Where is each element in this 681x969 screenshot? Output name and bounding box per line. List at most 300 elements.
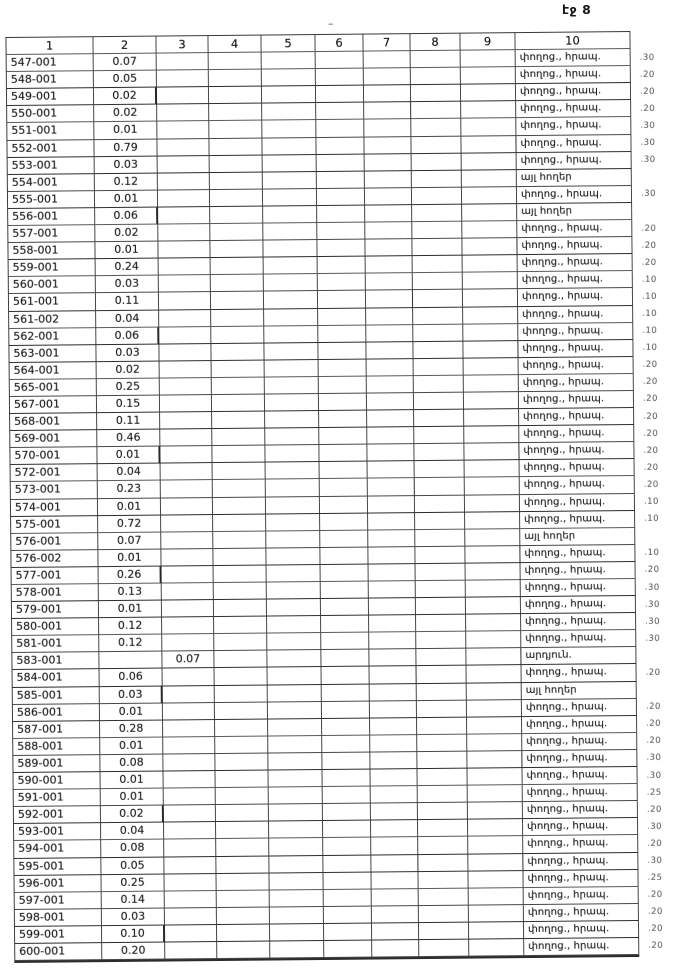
cell-empty — [416, 598, 466, 616]
cell-area-value: 0.79 — [94, 139, 157, 157]
cell-empty — [268, 685, 322, 703]
cell-empty — [319, 359, 367, 377]
cell-empty — [414, 427, 464, 445]
cell-empty — [467, 734, 522, 752]
cell-land-category: փողոց., հրապ. — [522, 767, 637, 785]
cell-empty — [318, 325, 366, 343]
margin-note: .30 — [646, 821, 663, 832]
margin-note: .30 — [639, 52, 655, 63]
cell-empty — [462, 204, 517, 222]
cell-empty — [369, 632, 416, 650]
cell-col3-value — [159, 292, 211, 310]
cell-empty — [215, 702, 268, 720]
cell-area-value: 0.07 — [94, 54, 157, 72]
cell-empty — [264, 309, 318, 327]
cell-area-value: 0.28 — [100, 720, 163, 738]
cell-area-value: 0.03 — [96, 344, 159, 362]
header-cell-5: 5 — [261, 35, 315, 53]
cell-empty — [319, 428, 367, 446]
cell-empty — [320, 547, 368, 565]
margin-note: .25 — [646, 787, 662, 798]
cell-empty — [318, 291, 366, 309]
cell-empty — [264, 326, 318, 344]
cell-land-category: փողոց., հրապ. — [517, 186, 632, 204]
margin-note: .30 — [645, 633, 661, 644]
cell-area-value: 0.46 — [97, 430, 160, 448]
cell-empty — [461, 50, 516, 68]
cell-empty — [320, 513, 368, 531]
cell-empty — [468, 836, 523, 854]
cell-parcel-code: 551-001 — [7, 123, 94, 141]
cell-parcel-code: 556-001 — [8, 208, 95, 226]
cell-area-value: 0.10 — [102, 925, 165, 943]
cell-empty — [365, 205, 412, 223]
cell-land-category: փողոց., հրապ. — [517, 237, 632, 255]
cell-empty — [211, 275, 264, 293]
cell-empty — [266, 548, 320, 566]
cell-empty — [211, 309, 264, 327]
margin-note: .20 — [646, 736, 662, 747]
cell-empty — [372, 940, 419, 958]
cell-col3-value — [164, 788, 216, 806]
cell-col3-value — [162, 617, 214, 635]
cell-land-category: փողոց., հրապ. — [522, 750, 637, 768]
cell-col3-value — [165, 942, 217, 960]
cell-empty — [316, 120, 364, 138]
cell-empty — [209, 87, 262, 105]
margin-note: .20 — [646, 804, 663, 815]
cell-col3-value — [164, 839, 216, 857]
cell-empty — [211, 326, 264, 344]
cell-parcel-code: 576-001 — [11, 533, 98, 551]
margin-note: .30 — [646, 753, 662, 764]
cell-empty — [461, 84, 516, 102]
cell-col3-value — [165, 908, 217, 926]
cell-empty — [263, 155, 317, 173]
cell-empty — [321, 650, 369, 668]
margin-note: .20 — [642, 377, 658, 388]
cell-empty — [411, 102, 461, 120]
cell-empty — [367, 410, 414, 428]
cell-empty — [364, 103, 411, 121]
cell-empty — [466, 648, 521, 666]
cell-col3-value — [162, 600, 214, 618]
cell-parcel-code: 568-001 — [10, 413, 97, 431]
cell-empty — [365, 171, 412, 189]
cell-empty — [213, 531, 266, 549]
cell-empty — [419, 905, 469, 923]
cell-empty — [365, 239, 412, 257]
cell-empty — [464, 443, 519, 461]
margin-note: .10 — [642, 342, 658, 354]
cell-empty — [319, 376, 367, 394]
cell-parcel-code: 563-001 — [9, 345, 96, 363]
cell-area-value: 0.02 — [94, 105, 157, 123]
cell-col3-value — [163, 686, 215, 704]
cell-empty — [415, 529, 465, 547]
cell-empty — [416, 615, 466, 633]
cell-empty — [369, 649, 416, 667]
cell-empty — [216, 771, 269, 789]
cell-empty — [323, 855, 371, 873]
cell-land-category: փողոց., հրապ. — [524, 887, 639, 905]
cell-empty — [371, 820, 418, 838]
cell-empty — [317, 188, 365, 206]
cell-empty — [417, 700, 467, 718]
cell-parcel-code: 558-001 — [8, 242, 95, 260]
cell-parcel-code: 579-001 — [12, 601, 99, 619]
cell-empty — [212, 395, 265, 413]
cell-empty — [464, 409, 519, 427]
cell-empty — [368, 461, 415, 479]
cell-empty — [264, 274, 318, 292]
margin-note: .20 — [648, 941, 664, 952]
cell-empty — [321, 564, 369, 582]
cell-empty — [365, 188, 412, 206]
cell-empty — [371, 837, 418, 855]
cell-empty — [366, 291, 413, 309]
cell-empty — [418, 786, 468, 804]
cell-parcel-code: 593-001 — [14, 823, 101, 841]
cell-empty — [412, 153, 462, 171]
cell-empty — [366, 273, 413, 291]
cell-area-value: 0.11 — [96, 293, 159, 311]
cell-empty — [269, 787, 323, 805]
cell-empty — [463, 290, 518, 308]
cell-area-value: 0.01 — [95, 190, 158, 208]
cell-col3-value — [161, 480, 213, 498]
cell-empty — [214, 600, 267, 618]
cell-parcel-code: 592-001 — [14, 806, 101, 824]
cell-parcel-code: 578-001 — [12, 584, 99, 602]
cell-empty — [370, 735, 417, 753]
cell-empty — [265, 445, 319, 463]
cell-empty — [212, 429, 265, 447]
cell-land-category: փողոց., հրապ. — [518, 340, 633, 358]
cell-empty — [209, 70, 262, 88]
cell-empty — [321, 582, 369, 600]
cell-area-value: 0.01 — [100, 737, 163, 755]
cell-empty — [212, 412, 265, 430]
cell-area-value: 0.72 — [98, 515, 161, 533]
margin-note: .20 — [647, 924, 664, 935]
cell-col3-value — [158, 207, 210, 225]
cell-land-category: փողոց., հրապ. — [516, 117, 631, 135]
cell-empty — [366, 308, 413, 326]
header-cell-7: 7 — [363, 34, 410, 52]
cell-empty — [217, 907, 270, 925]
cell-col3-value — [159, 310, 211, 328]
cell-empty — [468, 819, 523, 837]
cell-empty — [368, 530, 415, 548]
cell-empty — [316, 52, 364, 70]
cell-empty — [265, 377, 319, 395]
cell-empty — [323, 872, 371, 890]
cell-empty — [413, 324, 463, 342]
cell-empty — [262, 138, 316, 156]
cell-empty — [367, 376, 414, 394]
cell-empty — [413, 256, 463, 274]
cell-col3-value — [160, 429, 212, 447]
cell-parcel-code: 553-001 — [8, 157, 95, 175]
cell-land-category: փողոց., հրապ. — [518, 254, 633, 272]
cell-empty — [367, 359, 414, 377]
cell-parcel-code: 572-001 — [11, 464, 98, 482]
margin-note: .20 — [645, 701, 662, 713]
margin-note: .20 — [647, 906, 663, 918]
cell-empty — [369, 598, 416, 616]
cell-col3-value — [164, 857, 216, 875]
cell-land-category: փողոց., հրապ. — [518, 323, 633, 341]
cell-land-category: փողոց., հրապ. — [519, 442, 634, 460]
cell-empty — [467, 717, 522, 735]
cell-empty — [411, 51, 461, 69]
cell-empty — [462, 153, 517, 171]
margin-note: .20 — [643, 479, 659, 490]
cell-empty — [323, 838, 371, 856]
margin-note: .10 — [641, 274, 657, 285]
table-body — [7, 49, 664, 961]
cell-empty — [364, 137, 411, 155]
cell-empty — [364, 68, 411, 86]
cell-empty — [417, 734, 467, 752]
cell-empty — [269, 856, 323, 874]
cell-empty — [418, 820, 468, 838]
cell-empty — [467, 751, 522, 769]
cell-parcel-code: 561-002 — [9, 311, 96, 329]
cell-empty — [465, 546, 520, 564]
cell-empty — [364, 120, 411, 138]
cell-area-value: 0.05 — [94, 71, 157, 89]
cell-empty — [466, 631, 521, 649]
cell-empty — [322, 667, 370, 685]
cell-area-value: 0.12 — [99, 618, 162, 636]
cell-area-value: 0.05 — [101, 857, 164, 875]
cell-empty — [317, 154, 365, 172]
cell-empty — [465, 460, 520, 478]
cell-land-category: փողոց., հրապ. — [520, 494, 635, 512]
margin-note: .20 — [645, 667, 661, 678]
cell-col3-value — [162, 634, 214, 652]
cell-empty — [369, 581, 416, 599]
cell-land-category: փողոց., հրապ. — [523, 870, 638, 888]
margin-note: .20 — [644, 565, 660, 576]
cell-empty — [370, 718, 417, 736]
cell-parcel-code: 574-001 — [11, 499, 98, 517]
header-cell-8: 8 — [410, 34, 460, 52]
land-register-table — [5, 31, 664, 963]
cell-col3-value — [157, 87, 209, 105]
cell-empty — [461, 67, 516, 85]
cell-empty — [465, 529, 520, 547]
cell-parcel-code: 597-001 — [15, 892, 102, 910]
cell-parcel-code: 549-001 — [7, 88, 94, 106]
cell-empty — [264, 291, 318, 309]
cell-empty — [216, 856, 269, 874]
cell-area-value: 0.02 — [94, 88, 157, 106]
cell-empty — [417, 769, 467, 787]
cell-empty — [320, 462, 368, 480]
cell-empty — [212, 360, 265, 378]
cell-parcel-code: 596-001 — [14, 875, 101, 893]
cell-empty — [213, 480, 266, 498]
cell-empty — [414, 376, 464, 394]
cell-area-value: 0.14 — [102, 891, 165, 909]
cell-area-value: 0.01 — [100, 703, 163, 721]
cell-parcel-code: 565-001 — [10, 379, 97, 397]
cell-empty — [462, 221, 517, 239]
cell-empty — [211, 292, 264, 310]
cell-parcel-code: 587-001 — [13, 721, 100, 739]
cell-land-category: փողոց., հրապ. — [520, 459, 635, 477]
cell-empty — [467, 666, 522, 684]
cell-col3-value — [157, 53, 209, 71]
cell-col3-value — [161, 515, 213, 533]
cell-empty — [322, 718, 370, 736]
cell-empty — [318, 274, 366, 292]
cell-empty — [463, 324, 518, 342]
cell-empty — [266, 497, 320, 515]
cell-land-category: փողոց., հրապ. — [520, 511, 635, 529]
margin-note: .10 — [644, 513, 660, 525]
cell-empty — [365, 154, 412, 172]
cell-col3-value — [160, 446, 212, 464]
cell-empty — [215, 719, 268, 737]
cell-empty — [318, 308, 366, 326]
cell-empty — [268, 719, 322, 737]
cell-empty — [412, 205, 462, 223]
cell-empty — [210, 172, 263, 190]
cell-empty — [364, 51, 411, 69]
cell-empty — [213, 497, 266, 515]
cell-empty — [322, 684, 370, 702]
cell-col3-value — [165, 891, 217, 909]
cell-parcel-code: 561-001 — [9, 294, 96, 312]
cell-area-value: 0.01 — [98, 549, 161, 567]
cell-empty — [268, 770, 322, 788]
margin-note: .10 — [642, 325, 658, 337]
cell-col3-value — [161, 463, 213, 481]
cell-parcel-code: 567-001 — [10, 396, 97, 414]
cell-empty — [269, 838, 323, 856]
cell-col3-value — [164, 771, 216, 789]
cell-empty — [370, 752, 417, 770]
cell-land-category: այլ հողեր — [520, 528, 635, 546]
cell-empty — [368, 547, 415, 565]
cell-col3-value — [160, 361, 212, 379]
cell-parcel-code: 581-001 — [12, 635, 99, 653]
cell-area-value: 0.03 — [95, 156, 158, 174]
cell-empty — [216, 822, 269, 840]
cell-empty — [371, 786, 418, 804]
margin-note: .20 — [642, 360, 658, 371]
cell-land-category: փողոց., հրապ. — [516, 135, 631, 153]
cell-area-value: 0.02 — [95, 225, 158, 243]
margin-note: .20 — [645, 718, 662, 730]
cell-empty — [469, 905, 524, 923]
cell-empty — [468, 785, 523, 803]
cell-col3-value — [157, 104, 209, 122]
cell-land-category: փողոց., հրապ. — [520, 476, 635, 494]
cell-area-value: 0.15 — [97, 396, 160, 414]
cell-empty — [268, 753, 322, 771]
cell-area-value: 0.04 — [98, 464, 161, 482]
header-cell-6: 6 — [315, 35, 363, 53]
cell-empty — [317, 240, 365, 258]
cell-area-value: 0.06 — [100, 669, 163, 687]
cell-empty — [265, 360, 319, 378]
cell-land-category: փողոց., հրապ. — [521, 613, 636, 631]
cell-area-value: 0.01 — [101, 772, 164, 790]
cell-parcel-code: 576-002 — [11, 550, 98, 568]
cell-col3-value — [158, 156, 210, 174]
cell-area-value: 0.01 — [95, 242, 158, 260]
cell-empty — [368, 513, 415, 531]
cell-empty — [214, 583, 267, 601]
cell-empty — [463, 255, 518, 273]
cell-land-category: փողոց., հրապ. — [517, 220, 632, 238]
cell-col3-value — [163, 737, 215, 755]
cell-parcel-code: 548-001 — [7, 71, 94, 89]
cell-empty — [269, 873, 323, 891]
margin-note: .20 — [640, 103, 656, 114]
cell-col3-value — [158, 224, 210, 242]
cell-empty — [412, 222, 462, 240]
cell-empty — [262, 103, 316, 121]
cell-empty — [414, 444, 464, 462]
cell-land-category: փողոց., հրապ. — [522, 699, 637, 717]
cell-area-value: 0.08 — [100, 754, 163, 772]
cell-empty — [213, 514, 266, 532]
cell-empty — [462, 238, 517, 256]
cell-empty — [461, 101, 516, 119]
cell-empty — [415, 512, 465, 530]
cell-empty — [465, 478, 520, 496]
cell-empty — [263, 240, 317, 258]
cell-empty — [467, 768, 522, 786]
cell-area-value: 0.23 — [98, 481, 161, 499]
cell-empty — [267, 599, 321, 617]
cell-empty — [317, 206, 365, 224]
cell-empty — [319, 394, 367, 412]
cell-area-value: 0.01 — [101, 789, 164, 807]
margin-note: .20 — [641, 240, 657, 251]
cell-area-value: 0.12 — [95, 173, 158, 191]
cell-parcel-code: 584-001 — [13, 670, 100, 688]
cell-empty — [322, 701, 370, 719]
cell-parcel-code: 575-001 — [11, 516, 98, 534]
cell-empty — [370, 667, 417, 685]
cell-col3-value — [160, 412, 212, 430]
cell-empty — [316, 103, 364, 121]
cell-empty — [415, 495, 465, 513]
cell-col3-value — [163, 703, 215, 721]
cell-empty — [371, 803, 418, 821]
cell-empty — [413, 307, 463, 325]
cell-empty — [215, 685, 268, 703]
cell-empty — [465, 512, 520, 530]
cell-land-category: փողոց., հրապ. — [524, 904, 639, 922]
scan-artifact-dash: – — [328, 17, 334, 30]
cell-col3-value — [160, 395, 212, 413]
cell-empty — [462, 170, 517, 188]
cell-land-category: փողոց., հրապ. — [519, 391, 634, 409]
cell-area-value: 0.01 — [99, 601, 162, 619]
cell-area-value: 0.01 — [98, 498, 161, 516]
cell-empty — [417, 683, 467, 701]
cell-empty — [263, 206, 317, 224]
cell-area-value: 0.03 — [102, 908, 165, 926]
